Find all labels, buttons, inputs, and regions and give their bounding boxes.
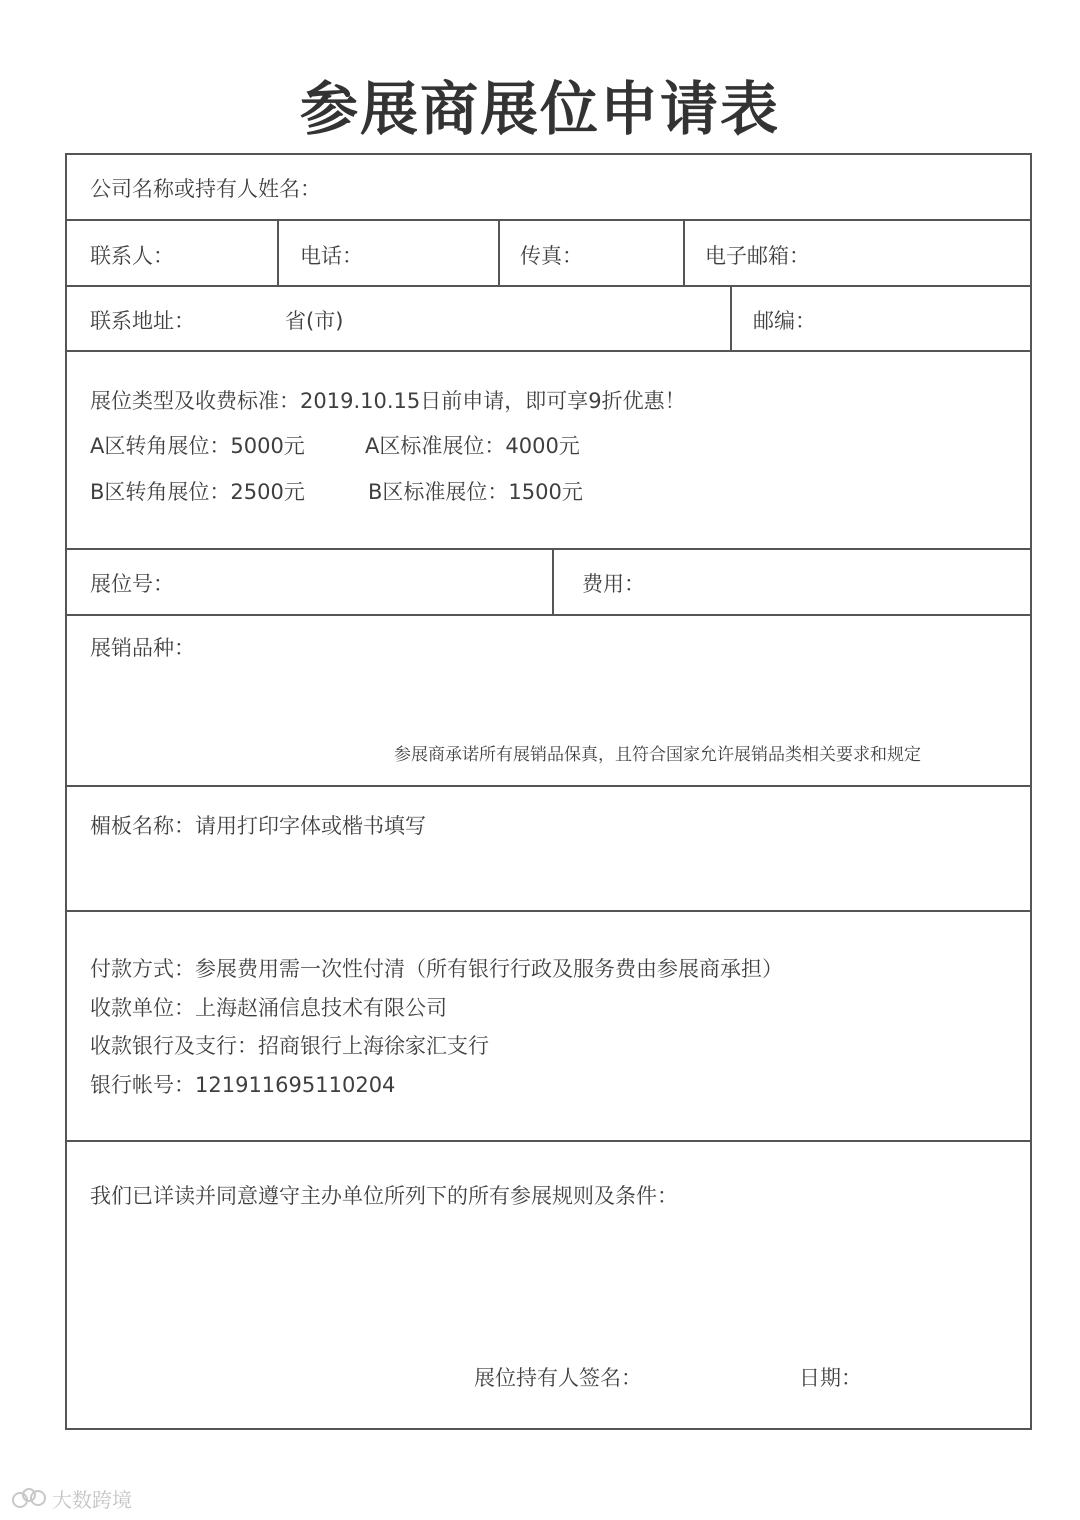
brand-logo-icon bbox=[12, 1486, 46, 1512]
fee-field[interactable]: 费用： bbox=[582, 572, 645, 596]
pricing-b-standard: B区标准展位：1500元 bbox=[368, 480, 583, 504]
postcode-field[interactable]: 邮编： bbox=[753, 309, 816, 333]
date-field[interactable]: 日期： bbox=[799, 1366, 862, 1390]
address-field[interactable]: 联系地址： bbox=[90, 309, 195, 333]
fascia-name-field[interactable]: 楣板名称：请用打印字体或楷书填写 bbox=[90, 814, 426, 838]
row-divider bbox=[67, 350, 1030, 352]
row-divider bbox=[67, 1140, 1030, 1142]
bank-info: 收款银行及支行：招商银行上海徐家汇支行 bbox=[90, 1034, 489, 1058]
province-label: 省(市) bbox=[285, 309, 344, 333]
pricing-header: 展位类型及收费标准：2019.10.15日前申请，即可享9折优惠！ bbox=[90, 389, 686, 413]
contact-person-field[interactable]: 联系人： bbox=[90, 244, 174, 268]
column-divider bbox=[683, 219, 685, 285]
company-name-field[interactable]: 公司名称或持有人姓名： bbox=[90, 177, 321, 201]
payee-info: 收款单位：上海赵涌信息技术有限公司 bbox=[90, 996, 447, 1020]
signature-field[interactable]: 展位持有人签名： bbox=[474, 1366, 642, 1390]
application-form bbox=[65, 153, 1032, 1430]
form-title: 参展商展位申请表 bbox=[299, 75, 780, 143]
payment-method: 付款方式：参展费用需一次性付清（所有银行行政及服务费由参展商承担） bbox=[90, 957, 783, 981]
column-divider bbox=[277, 219, 279, 285]
phone-field[interactable]: 电话： bbox=[300, 244, 363, 268]
agreement-statement: 我们已详读并同意遵守主办单位所列下的所有参展规则及条件： bbox=[90, 1184, 678, 1208]
row-divider bbox=[67, 614, 1030, 616]
row-divider bbox=[67, 910, 1030, 912]
pricing-a-standard: A区标准展位：4000元 bbox=[365, 434, 580, 458]
column-divider bbox=[498, 219, 500, 285]
bank-account: 银行帐号：121911695110204 bbox=[90, 1073, 396, 1097]
row-divider bbox=[67, 785, 1030, 787]
booth-number-field[interactable]: 展位号： bbox=[90, 572, 174, 596]
products-note: 参展商承诺所有展销品保真，且符合国家允许展销品类相关要求和规定 bbox=[394, 745, 921, 765]
email-field[interactable]: 电子邮箱： bbox=[705, 244, 810, 268]
watermark bbox=[12, 1484, 132, 1513]
pricing-a-corner: A区转角展位：5000元 bbox=[90, 434, 305, 458]
watermark-text: 大数跨境 bbox=[52, 1488, 132, 1512]
row-divider bbox=[67, 219, 1030, 221]
fax-field[interactable]: 传真： bbox=[520, 244, 583, 268]
column-divider bbox=[552, 548, 554, 614]
row-divider bbox=[67, 548, 1030, 550]
products-field[interactable]: 展销品种： bbox=[90, 636, 195, 660]
row-divider bbox=[67, 285, 1030, 287]
pricing-b-corner: B区转角展位：2500元 bbox=[90, 480, 305, 504]
column-divider bbox=[730, 285, 732, 350]
